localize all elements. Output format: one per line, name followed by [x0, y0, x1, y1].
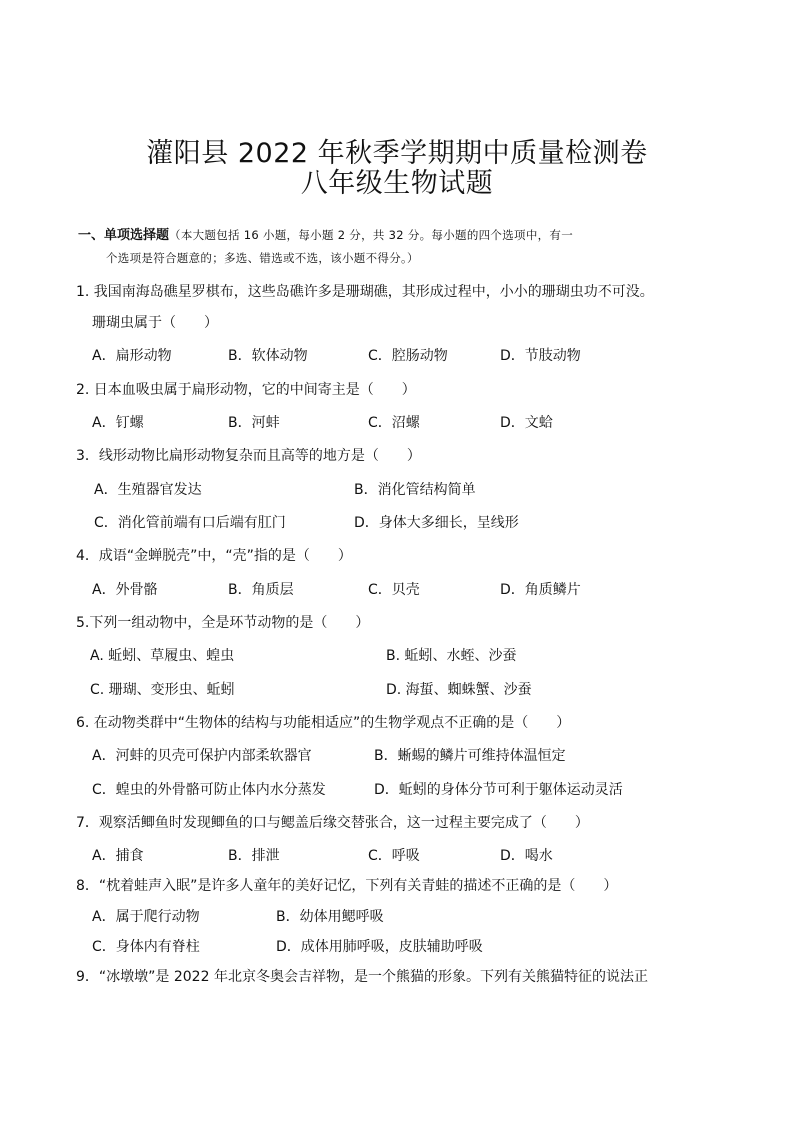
question-7-option-d: D．喝水	[500, 848, 553, 864]
question-7-option-a: A．捕食	[92, 848, 144, 864]
question-2-stem: 2. 日本血吸虫属于扁形动物，它的中间寄主是（ ）	[76, 382, 416, 398]
question-6-option-c: C．蝗虫的外骨骼可防止体内水分蒸发	[92, 782, 326, 798]
question-8-option-d: D．成体用肺呼吸，皮肤辅助呼吸	[276, 939, 483, 955]
question-2-option-b: B．河蚌	[228, 415, 280, 431]
question-4-stem: 4．成语“金蝉脱壳”中，“壳”指的是（ ）	[76, 548, 352, 564]
question-6-option-a: A．河蚌的贝壳可保护内部柔软器官	[92, 748, 312, 764]
section-heading-line	[78, 226, 573, 245]
question-1-option-c: C．腔肠动物	[368, 348, 448, 364]
question-2-option-d: D．文蛤	[500, 415, 553, 431]
question-5-option-b: B. 蚯蚓、水蛭、沙蚕	[386, 648, 517, 664]
question-7-stem: 7．观察活鲫鱼时发现鲫鱼的口与鳃盖后缘交替张合，这一过程主要完成了（ ）	[76, 815, 589, 831]
section-heading: 一、单项选择题	[78, 228, 170, 243]
question-1-option-a: A．扁形动物	[92, 348, 172, 364]
exam-subtitle: 八年级生物试题	[300, 168, 494, 199]
question-1-stem: 1. 我国南海岛礁星罗棋布，这些岛礁许多是珊瑚礁，其形成过程中，小小的珊瑚虫功不可没。	[76, 284, 654, 300]
question-8-option-a: A．属于爬行动物	[92, 909, 200, 925]
question-5-stem: 5.下列一组动物中，全是环节动物的是（ ）	[76, 615, 370, 631]
question-4-option-b: B．角质层	[228, 582, 294, 598]
question-8-option-b: B．幼体用鳃呼吸	[276, 909, 384, 925]
question-5-option-d: D. 海蜇、蜘蛛蟹、沙蚕	[386, 682, 532, 698]
question-1-option-b: B．软体动物	[228, 348, 308, 364]
question-8-option-c: C．身体内有脊柱	[92, 939, 200, 955]
question-4-option-a: A．外骨骼	[92, 582, 158, 598]
question-3-option-b: B．消化管结构简单	[354, 482, 476, 498]
question-7-option-c: C．呼吸	[368, 848, 420, 864]
question-6-option-b: B．蜥蜴的鳞片可维持体温恒定	[374, 748, 566, 764]
question-1-stem-continued: 珊瑚虫属于（ ）	[92, 315, 218, 331]
question-1-option-d: D．节肢动物	[500, 348, 581, 364]
question-5-option-a: A. 蚯蚓、草履虫、蝗虫	[90, 648, 235, 664]
section-note: （本大题包括 16 小题，每小题 2 分，共 32 分。每小题的四个选项中，有一	[169, 228, 574, 242]
question-7-option-b: B．排泄	[228, 848, 280, 864]
question-2-option-a: A．钉螺	[92, 415, 144, 431]
question-3-stem: 3．线形动物比扁形动物复杂而且高等的地方是（ ）	[76, 448, 421, 464]
question-3-option-d: D．身体大多细长，呈线形	[354, 515, 519, 531]
question-4-option-c: C．贝壳	[368, 582, 420, 598]
question-4-option-d: D．角质鳞片	[500, 582, 581, 598]
question-3-option-c: C．消化管前端有口后端有肛门	[94, 515, 286, 531]
exam-title: 灌阳县 2022 年秋季学期期中质量检测卷	[146, 138, 648, 169]
question-2-option-c: C．沼螺	[368, 415, 420, 431]
question-5-option-c: C. 珊瑚、变形虫、蚯蚓	[90, 682, 235, 698]
question-3-option-a: A．生殖器官发达	[94, 482, 202, 498]
question-8-stem: 8．“枕着蛙声入眠”是许多人童年的美好记忆，下列有关青蛙的描述不正确的是（ ）	[76, 878, 618, 894]
question-6-stem: 6. 在动物类群中“生物体的结构与功能相适应”的生物学观点不正确的是（ ）	[76, 715, 571, 731]
question-9-stem: 9．“冰墩墩”是 2022 年北京冬奥会吉祥物，是一个熊猫的形象。下列有关熊猫特征的说法正	[76, 969, 648, 985]
section-note-continued: 个选项是符合题意的；多选、错选或不选，该小题不得分。）	[106, 251, 419, 265]
question-6-option-d: D．蚯蚓的身体分节可利于躯体运动灵活	[374, 782, 623, 798]
